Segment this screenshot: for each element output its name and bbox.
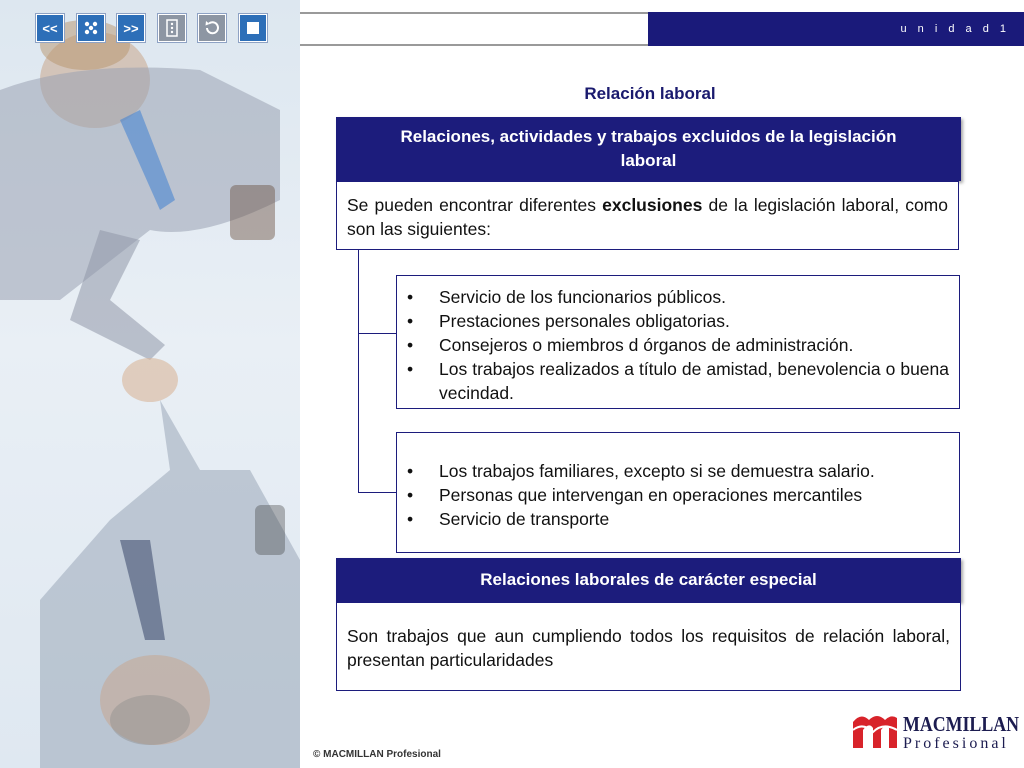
exclusions-list-b xyxy=(397,459,949,531)
unit-banner xyxy=(648,12,1024,46)
list-item: • Los trabajos familiares, excepto si se demuestra salario. xyxy=(397,459,949,483)
exclusions-list-a-box xyxy=(396,275,960,409)
exclusions-list-a xyxy=(397,285,949,405)
list-icon xyxy=(165,19,179,37)
undo-icon xyxy=(203,19,221,37)
previous-label: << xyxy=(42,20,58,36)
exclusions-heading xyxy=(336,117,961,181)
macmillan-logo xyxy=(851,706,1020,754)
list-item: • Prestaciones personales obligatorias. xyxy=(397,309,949,333)
logo-wordmark xyxy=(903,712,1024,753)
list-item: • Consejeros o miembros d órganos de administración. xyxy=(397,333,949,357)
next-button[interactable] xyxy=(117,14,145,42)
exclusions-intro-text xyxy=(347,193,948,241)
list-item: • Servicio de los funcionarios públicos. xyxy=(397,285,949,309)
previous-button[interactable] xyxy=(36,14,64,42)
list-item: • Los trabajos realizados a título de amistad, benevolencia o buena vecindad. xyxy=(397,357,949,405)
exit-button[interactable] xyxy=(239,14,267,42)
special-relations-heading-text: Relaciones laborales de carácter especial xyxy=(480,570,817,589)
list-item: • Servicio de transporte xyxy=(397,507,949,531)
special-relations-heading xyxy=(336,558,961,602)
tree-connector-vertical xyxy=(358,250,359,493)
slide-title: Relación laboral xyxy=(584,84,716,103)
menu-button[interactable] xyxy=(77,14,105,42)
intro-text-bold: exclusiones xyxy=(602,195,703,215)
index-button[interactable] xyxy=(158,14,186,42)
handshake-photo xyxy=(0,0,300,768)
copyright-text: © MACMILLAN Profesional xyxy=(313,749,441,760)
tree-connector-branch-a xyxy=(358,333,396,334)
stop-square-icon xyxy=(246,21,260,35)
back-button[interactable] xyxy=(198,14,226,42)
grid-dots-icon xyxy=(83,20,99,36)
special-relations-box xyxy=(336,602,961,691)
unit-label: u n i d a d 1 xyxy=(900,23,1010,35)
exclusions-list-b-box xyxy=(396,432,960,553)
tree-connector-branch-b xyxy=(358,492,396,493)
macmillan-emblem-icon xyxy=(851,708,899,752)
logo-line-2: Profesional xyxy=(903,735,1009,752)
top-bar xyxy=(300,12,648,46)
special-relations-text: Son trabajos que aun cumpliendo todos los requisitos de relación laboral, presentan particularidades xyxy=(347,626,950,670)
exclusions-heading-text: Relaciones, actividades y trabajos excluidos de la legislación laboral xyxy=(400,127,897,170)
logo-line-1: MACMILLAN xyxy=(903,712,1020,736)
intro-text-after: de la legislación laboral, como son las siguientes: xyxy=(347,195,948,239)
exclusions-intro-box xyxy=(336,181,959,250)
list-item: • Personas que intervengan en operaciones mercantiles xyxy=(397,483,949,507)
intro-text-before: Se pueden encontrar diferentes xyxy=(347,195,603,215)
next-label: >> xyxy=(123,20,139,36)
